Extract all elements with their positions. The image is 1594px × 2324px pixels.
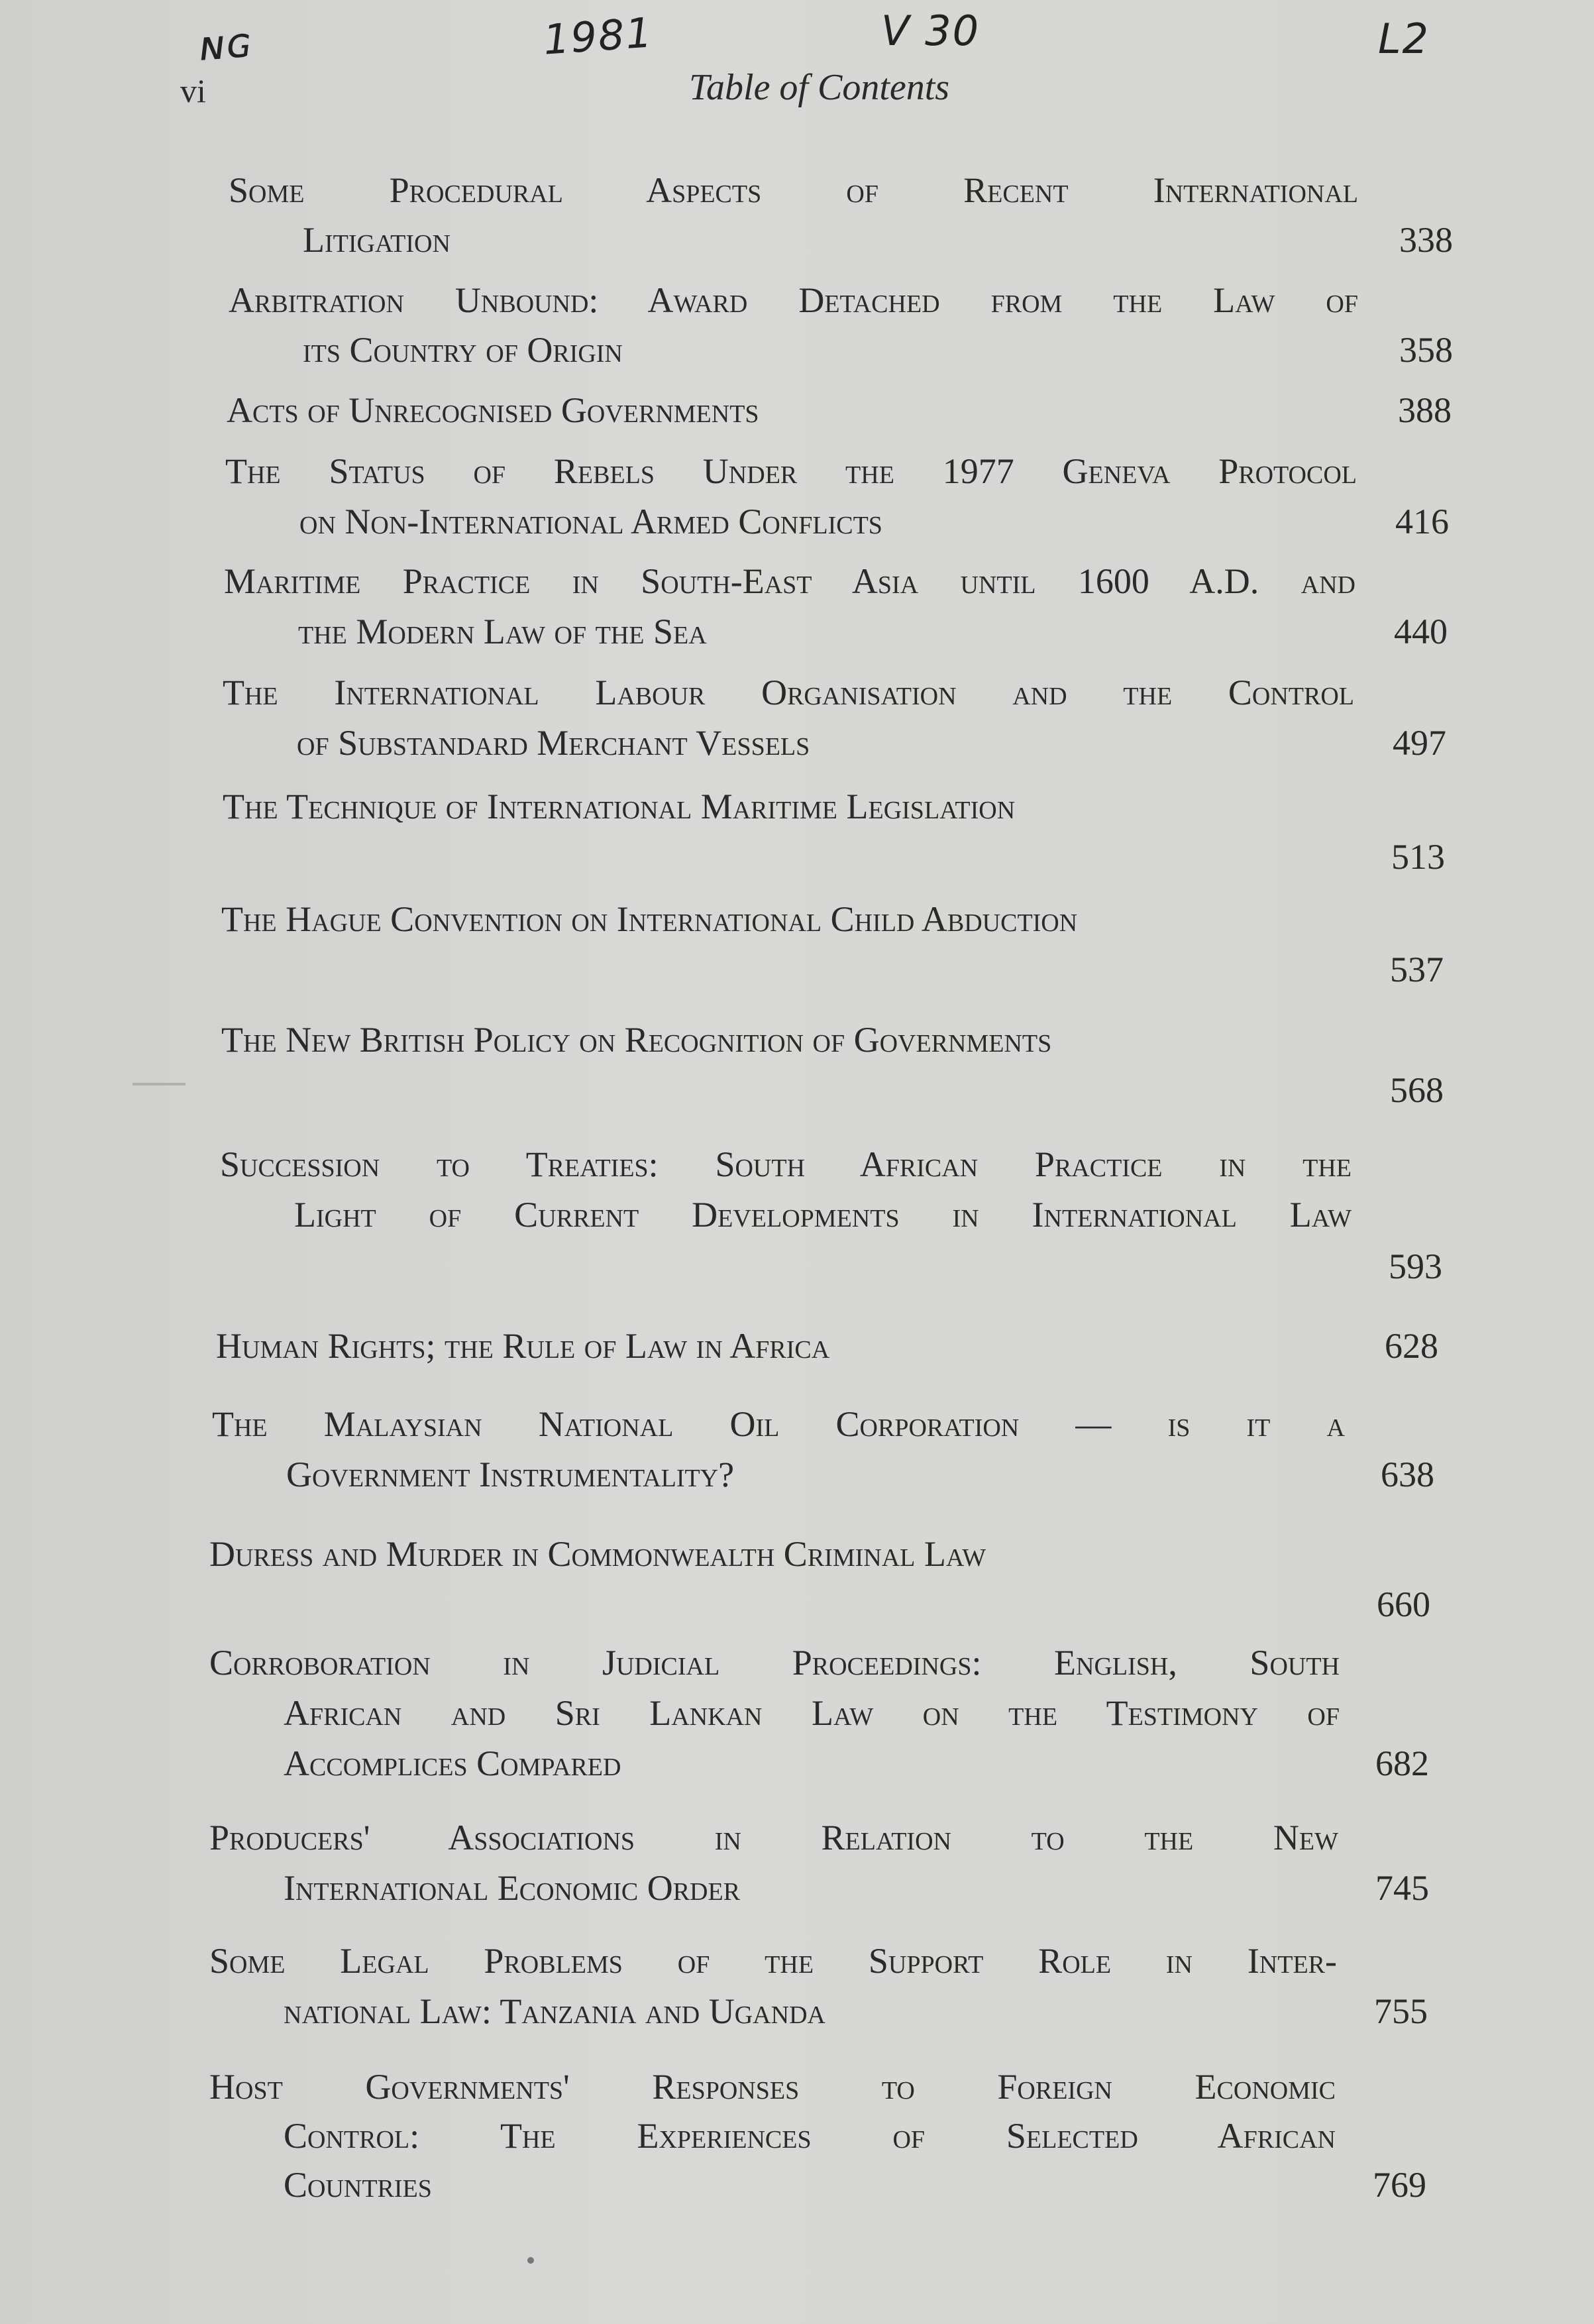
entry-page-number: 638 [1381,1455,1434,1494]
entry-title-line: The Technique of International Maritime Legislation [223,787,1016,826]
entry-page-number: 416 [1395,502,1449,541]
entry-title-line: Light of Current Developments in International Law [294,1195,1352,1235]
entry-page-number: 388 [1398,390,1452,430]
entry-title-line: Arbitration Unbound: Award Detached from the Law of [229,280,1358,320]
entry-page-number: 660 [1377,1584,1430,1624]
entry-title-line: its Country of Origin [303,330,623,370]
entry-title-line: The International Labour Organisation and the Control [223,673,1354,712]
entry-page-number: 338 [1399,220,1453,260]
entry-page-number: 745 [1375,1868,1429,1908]
entry-title-line: Litigation [303,220,451,260]
entry-title-line: Government Instrumentality? [286,1455,735,1494]
entry-page-number: 769 [1373,2165,1426,2205]
entry-page-number: 440 [1394,612,1448,651]
handwritten-code: L2 [1378,15,1430,63]
entry-title-line: The New British Policy on Recognition of Governments [221,1020,1052,1060]
entry-title-line: The Malaysian National Oil Corporation — is it a [212,1404,1345,1444]
entry-title-line: Some Legal Problems of the Support Role in Inter- [209,1941,1337,1981]
entry-page-number: 513 [1391,837,1445,877]
entry-title-line: Producers' Associations in Relation to the New [209,1818,1338,1857]
entry-page-number: 628 [1385,1326,1438,1366]
entry-title-line: of Substandard Merchant Vessels [297,723,810,763]
entry-title-line: Some Procedural Aspects of Recent International [229,170,1358,210]
entry-title-line: Corroboration in Judicial Proceedings: English, South [209,1643,1340,1683]
entry-title-line: on Non-International Armed Conflicts [299,502,882,541]
entry-title-line: national Law: Tanzania and Uganda [284,1991,825,2031]
running-title: Table of Contents [689,67,950,108]
entry-title-line: Acts of Unrecognised Governments [227,390,759,430]
entry-title-line: Countries [284,2165,432,2205]
entry-title-line: Accomplices Compared [284,1743,621,1783]
entry-title-line: Human Rights; the Rule of Law in Africa [216,1326,830,1366]
handwritten-year: 1981 [541,8,655,64]
page-number: vi [180,72,206,109]
entry-title-line: Maritime Practice in South-East Asia until 1600 A.D. and [224,561,1355,601]
handwritten-volume: V 30 [881,7,981,55]
entry-page-number: 755 [1374,1991,1428,2031]
entry-title-line: Control: The Experiences of Selected African [284,2116,1336,2156]
entry-page-number: 682 [1375,1743,1429,1783]
entry-title-line: Succession to Treaties: South African Practice in the [220,1144,1352,1184]
entry-page-number: 593 [1389,1246,1442,1286]
entry-title-line: International Economic Order [284,1868,741,1908]
entry-page-number: 568 [1390,1070,1444,1110]
entry-page-number: 497 [1393,723,1446,763]
entry-title-line: The Hague Convention on International Child Abduction [221,899,1078,939]
entry-title-line: Duress and Murder in Commonwealth Criminal Law [209,1534,986,1574]
handwritten-mark: ɴɢ [197,18,255,70]
entry-title-line: Host Governments' Responses to Foreign Economic [209,2067,1336,2107]
entry-title-line: African and Sri Lankan Law on the Testimony of [284,1693,1340,1733]
entry-title-line: The Status of Rebels Under the 1977 Geneva Protocol [225,451,1357,491]
entry-page-number: 358 [1399,330,1453,370]
entry-page-number: 537 [1390,950,1444,989]
entry-title-line: the Modern Law of the Sea [298,612,707,651]
